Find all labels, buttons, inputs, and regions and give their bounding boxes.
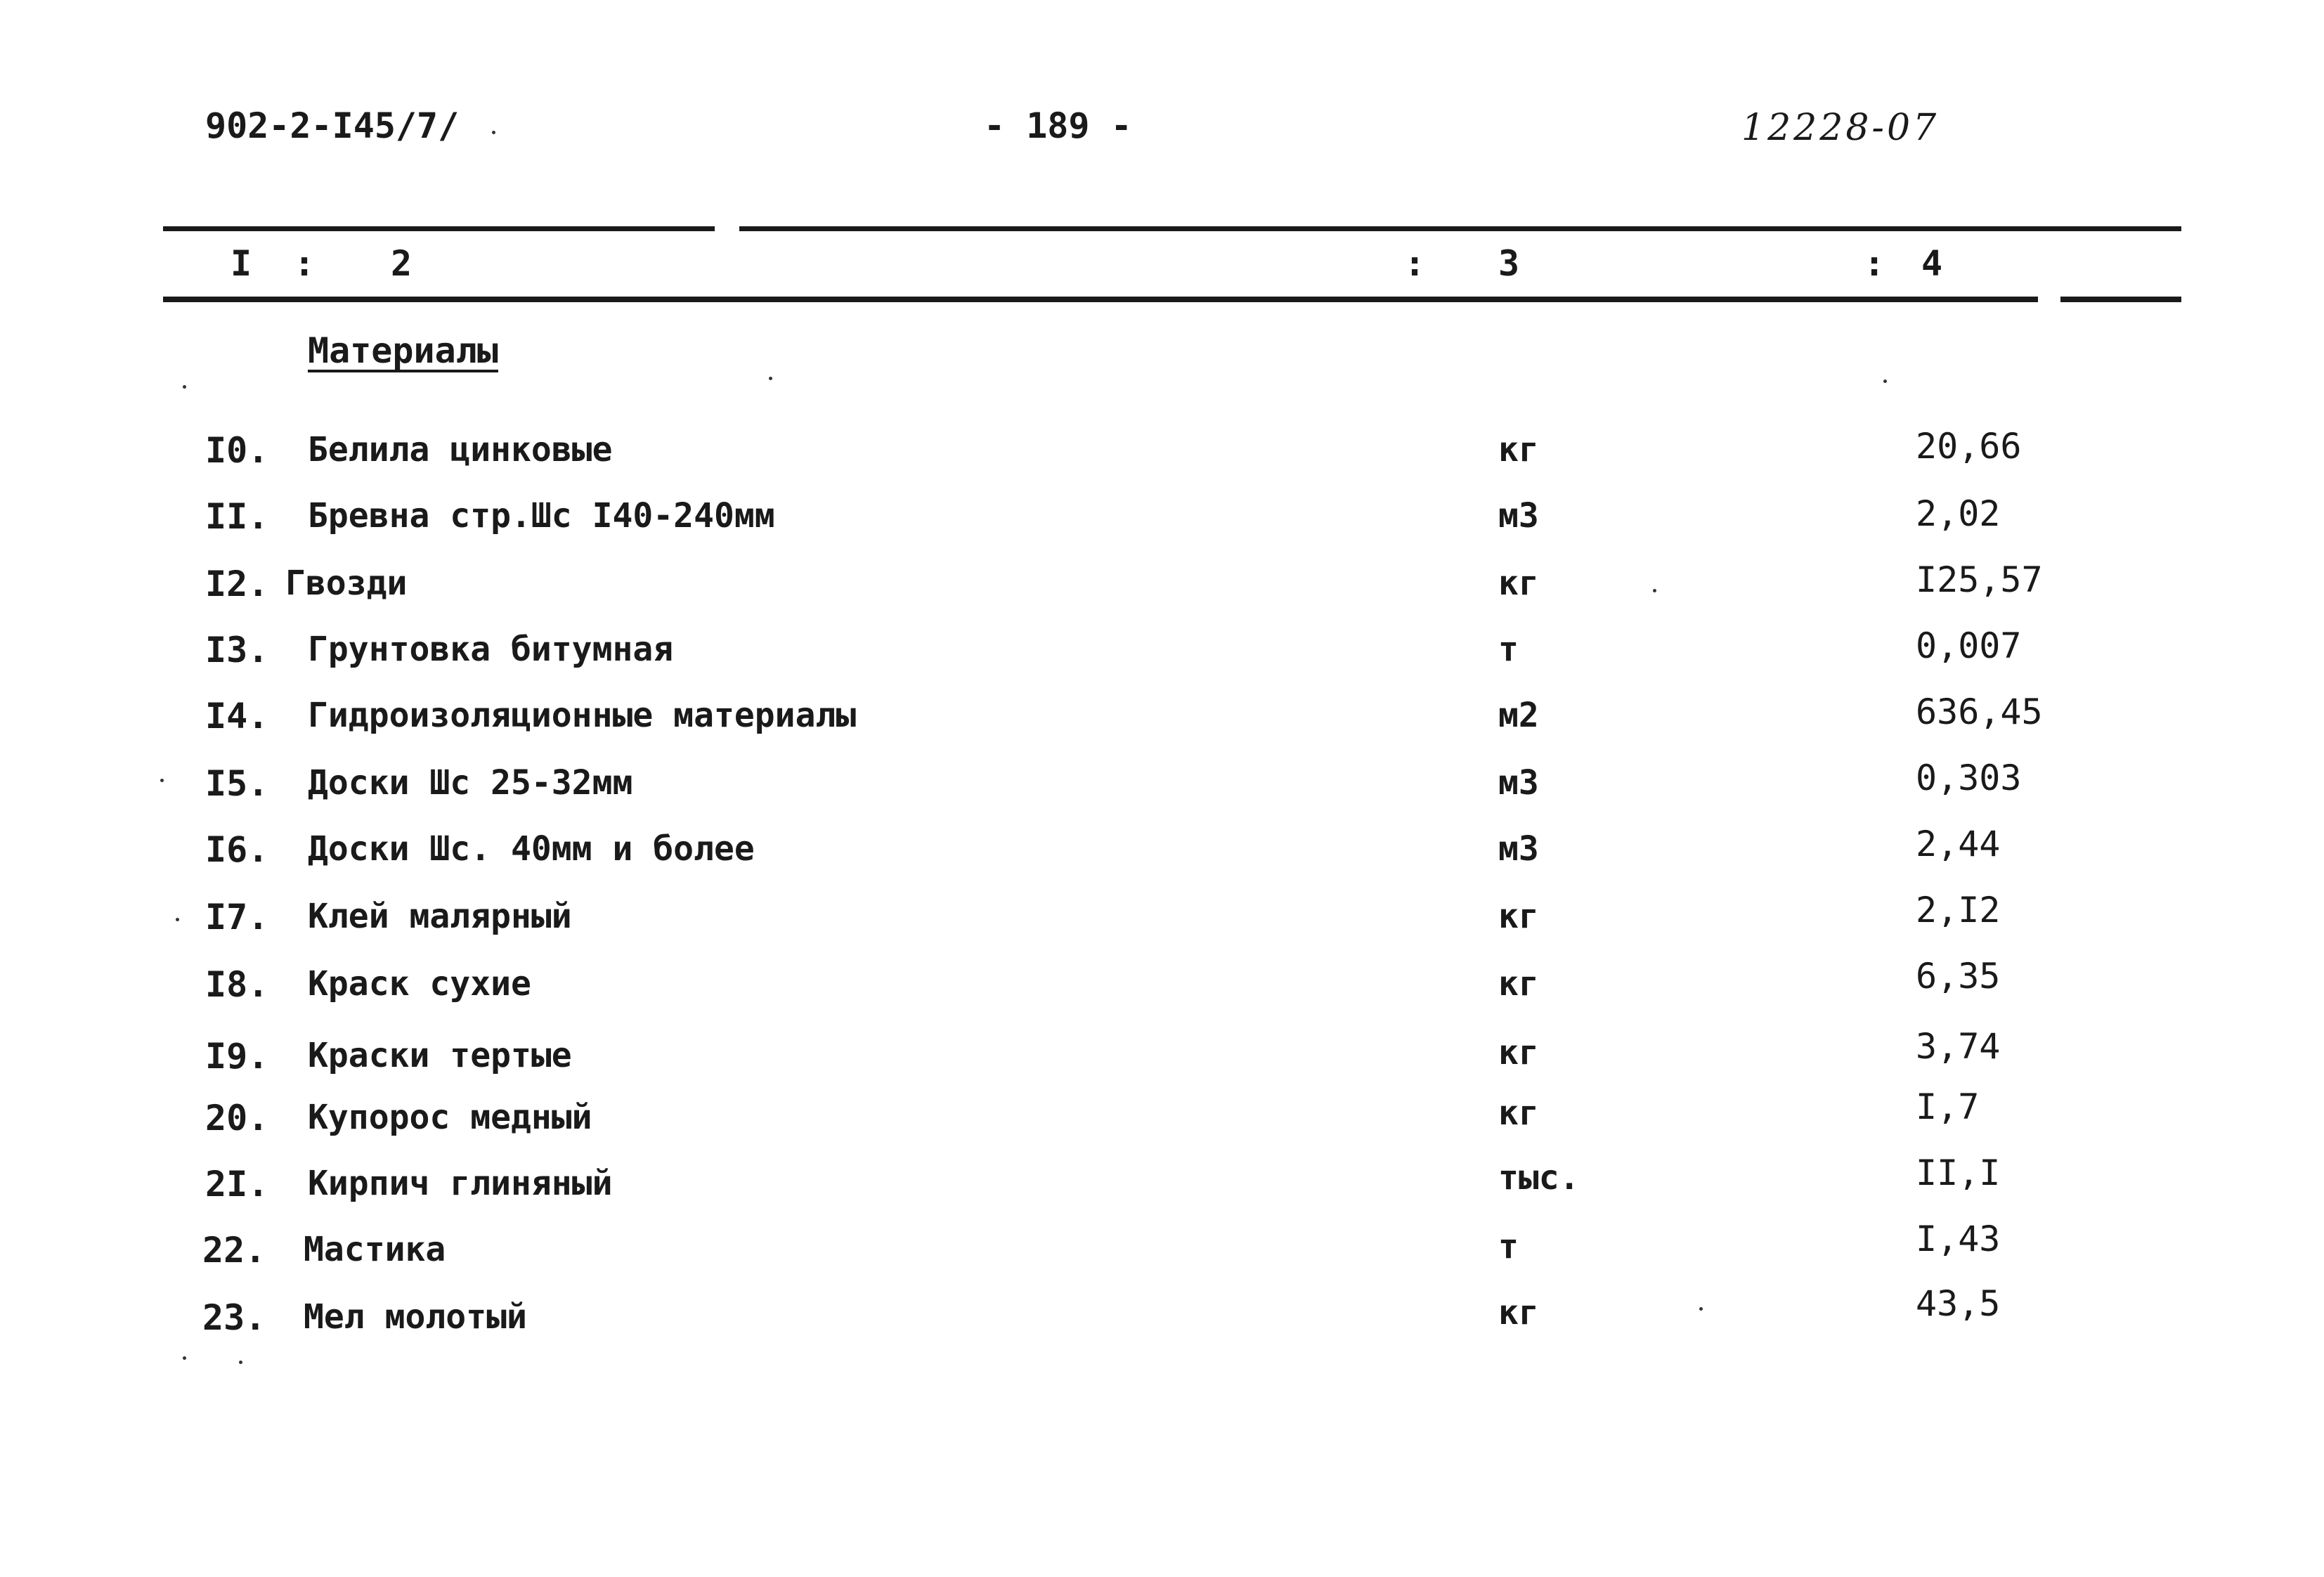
unit: м3 — [1498, 829, 1539, 869]
row-number: 23. — [202, 1297, 266, 1338]
unit: кг — [1498, 897, 1539, 936]
unit: кг — [1498, 1293, 1539, 1332]
material-name: Доски Шс. 40мм и более — [308, 829, 755, 869]
scan-speck — [176, 918, 179, 921]
mid-rule-left — [163, 297, 2038, 302]
unit: кг — [1498, 430, 1539, 469]
column-separator: : — [294, 243, 316, 284]
column-number-3: 3 — [1498, 243, 1520, 284]
unit: тыс. — [1498, 1158, 1580, 1198]
quantity: 43,5 — [1916, 1283, 2001, 1324]
column-number-2: 2 — [391, 243, 413, 284]
scan-speck — [1883, 379, 1887, 383]
material-name: Краски тертые — [308, 1036, 572, 1075]
quantity: 20,66 — [1916, 426, 2022, 467]
unit: м3 — [1498, 763, 1539, 803]
quantity: 3,74 — [1916, 1026, 2001, 1067]
material-name: Грунтовка битумная — [308, 630, 674, 669]
material-name: Доски Шс 25-32мм — [308, 763, 633, 803]
material-name: Краск сухие — [308, 964, 531, 1004]
scan-speck — [183, 385, 186, 389]
scan-speck — [183, 1356, 186, 1360]
scan-speck — [239, 1361, 242, 1364]
row-number: I7. — [205, 897, 269, 937]
unit: м2 — [1498, 696, 1539, 735]
page-number: - 189 - — [984, 105, 1132, 146]
scan-speck — [1699, 1307, 1703, 1311]
row-number: I9. — [205, 1036, 269, 1077]
material-name: Белила цинковые — [308, 430, 613, 469]
unit: т — [1498, 630, 1519, 669]
row-number: 2I. — [205, 1164, 269, 1205]
quantity: 636,45 — [1916, 692, 2043, 732]
row-number: I3. — [205, 630, 269, 670]
quantity: I25,57 — [1916, 559, 2043, 600]
material-name: Кирпич глиняный — [308, 1164, 613, 1203]
section-title: Материалы — [308, 330, 498, 371]
scan-speck — [1653, 589, 1656, 592]
quantity: I,43 — [1916, 1219, 2001, 1259]
column-number-1: I — [231, 243, 252, 284]
row-number: 22. — [202, 1230, 266, 1271]
row-number: I0. — [205, 430, 269, 471]
column-separator: : — [1864, 243, 1885, 284]
material-name: Мастика — [304, 1230, 446, 1269]
unit: кг — [1498, 564, 1539, 603]
scan-speck — [160, 779, 164, 782]
scan-speck — [492, 131, 495, 134]
material-name: Мел молотый — [304, 1297, 527, 1337]
archive-number: 12228-07 — [1741, 107, 1940, 149]
unit: кг — [1498, 1093, 1539, 1133]
material-name: Бревна стр.Шс I40-240мм — [308, 496, 775, 536]
material-name: Купорос медный — [308, 1098, 592, 1137]
mid-rule-right — [2060, 297, 2181, 302]
row-number: I6. — [205, 829, 269, 870]
material-name: Клей малярный — [308, 897, 572, 936]
row-number: I2. — [205, 564, 269, 604]
quantity: I,7 — [1916, 1086, 1980, 1127]
unit: кг — [1498, 964, 1539, 1004]
quantity: 2,44 — [1916, 824, 2001, 864]
quantity: 2,I2 — [1916, 890, 2001, 930]
quantity: 0,303 — [1916, 758, 2022, 798]
material-name: Гвозди — [285, 564, 408, 603]
row-number: II. — [205, 496, 269, 537]
unit: т — [1498, 1227, 1519, 1266]
quantity: 0,007 — [1916, 625, 2022, 666]
top-rule-left — [163, 226, 715, 231]
row-number: I4. — [205, 696, 269, 736]
row-number: I8. — [205, 964, 269, 1005]
unit: м3 — [1498, 496, 1539, 536]
quantity: 2,02 — [1916, 493, 2001, 534]
document-code: 902-2-I45/7/ — [205, 105, 460, 146]
column-separator: : — [1404, 243, 1426, 284]
unit: кг — [1498, 1033, 1539, 1072]
column-number-4: 4 — [1921, 243, 1943, 284]
scan-speck — [769, 377, 772, 380]
row-number: 20. — [205, 1098, 269, 1138]
row-number: I5. — [205, 763, 269, 804]
quantity: 6,35 — [1916, 956, 2001, 997]
quantity: II,I — [1916, 1153, 2001, 1193]
top-rule-right — [739, 226, 2181, 231]
material-name: Гидроизоляционные материалы — [308, 696, 857, 735]
